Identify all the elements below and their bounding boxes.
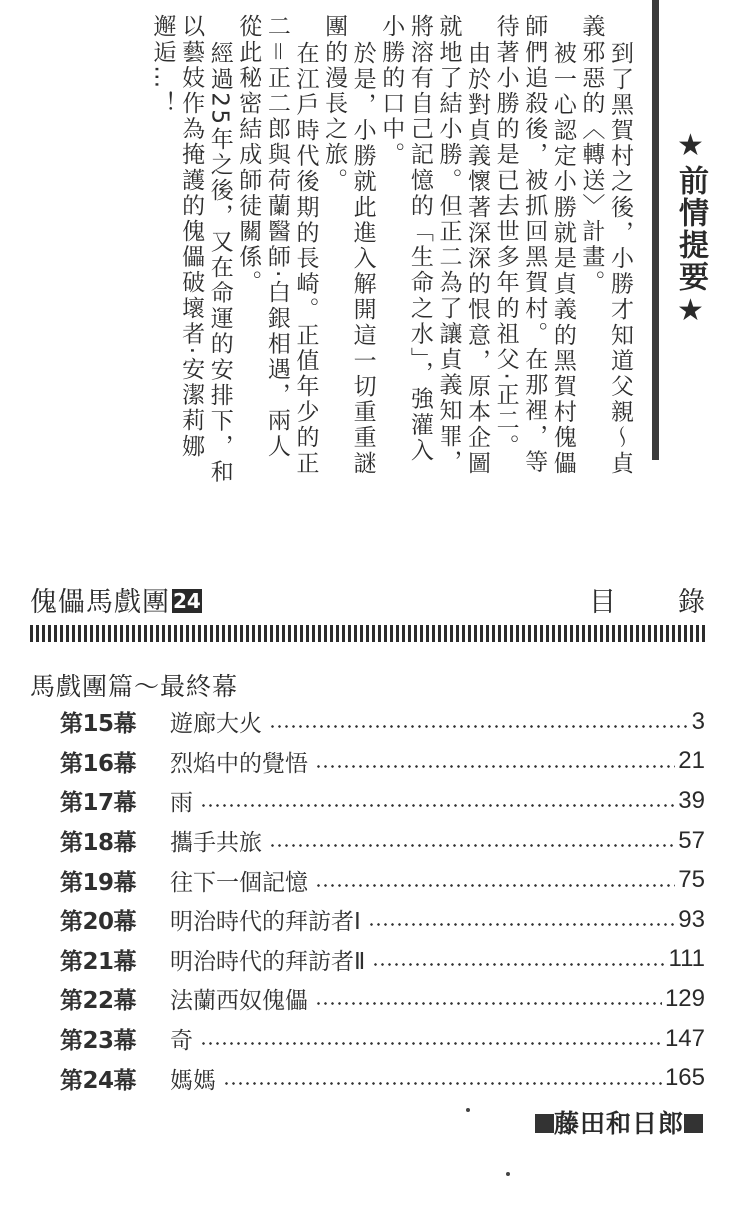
synopsis-line: 邂逅…！ [149,14,176,117]
page-number: 39 [678,786,705,814]
series-title [30,580,202,619]
toc-entry[interactable] [60,940,705,980]
synopsis-section [0,0,731,486]
series-name: 傀儡馬戲團 [30,587,170,618]
act-number: 第22幕 [60,988,137,1015]
synopsis-line: 就地了結小勝。但正二為了讓貞義知罪， [435,14,462,475]
chapter-title: 媽媽 [170,1067,216,1094]
contents-label-char: 錄 [678,587,705,618]
synopsis-line: 義邪惡的〈轉送〉計畫。 [578,14,605,296]
chapter-title: 明治時代的拜訪者Ⅰ [170,909,361,936]
toc-list [60,702,705,1098]
synopsis-line: 由於對貞義懷著深深的恨意，原本企圖 [464,41,491,477]
page-number: 3 [691,707,705,735]
page-number: 165 [664,1064,705,1092]
act-number: 第16幕 [60,750,137,777]
dot-leader [200,1042,662,1045]
chapter-title: 奇 [170,1028,193,1055]
dot-leader [315,884,675,887]
synopsis-line: 團的漫長之旅。 [321,14,348,194]
act-number: 第15幕 [60,711,137,738]
dot-leader [372,963,665,966]
author-name: 藤田和日郎 [553,1109,684,1138]
synopsis-line: 以藝妓作為掩護的傀儡破壞者‧安潔莉娜 [178,14,205,460]
toc-entry[interactable] [60,702,705,742]
toc-entry[interactable] [60,900,705,940]
volume-badge: 24 [173,589,201,613]
act-number: 第17幕 [60,790,137,817]
synopsis-line: 將溶有自己記憶的「生命之水」，強灌入 [406,14,433,464]
toc-entry[interactable] [60,979,705,1019]
page-number: 111 [668,945,705,973]
page-number: 93 [678,905,705,933]
dot-leader [200,804,675,807]
square-bullet-icon [535,1114,554,1133]
chapter-title: 遊廊大火 [170,711,262,738]
contents-label-char: 目 [589,587,616,618]
page-number: 21 [678,747,705,775]
dot-leader [315,1002,662,1005]
chapter-title: 攜手共旅 [170,830,262,857]
synopsis-line: 於是，小勝就此進入解開這一切重重謎 [349,41,376,477]
synopsis-line: 在江戶時代後期的長崎。正值年少的正 [292,41,319,477]
hatched-rule [30,625,705,642]
synopsis-title: ★前情提要★ [673,128,708,330]
act-number: 第18幕 [60,830,137,857]
act-number: 第24幕 [60,1067,137,1094]
toc-entry[interactable] [60,781,705,821]
chapter-title: 烈焰中的覺悟 [170,750,308,777]
toc-entry[interactable] [60,1019,705,1059]
chapter-title: 往下一個記憶 [170,869,308,896]
act-number: 第19幕 [60,869,137,896]
page-number: 129 [664,984,705,1012]
toc-entry[interactable] [60,742,705,782]
synopsis-line: 小勝的口中。 [378,14,405,168]
author-credit [535,1104,703,1140]
section-heading: 馬戲團篇～最終幕 [30,672,239,701]
square-bullet-icon [684,1114,703,1133]
dot-leader [315,765,675,768]
synopsis-line: 待著小勝的是已去世多年的祖父‧正二。 [492,14,519,460]
toc-entry[interactable] [60,860,705,900]
synopsis-line: 師們追殺後，被抓回黑賀村。在那裡，等 [521,14,548,475]
act-number: 第21幕 [60,948,137,975]
synopsis-line: 從此秘密結成師徒關係。 [235,14,262,296]
page-number: 75 [678,866,705,894]
synopsis-line: 經過25年之後，又在命運的安排下，和 [206,41,233,486]
toc-header [30,580,705,616]
toc-entry[interactable] [60,1058,705,1098]
dot-leader [269,725,689,728]
vertical-divider [652,0,659,460]
dot-leader [223,1082,662,1085]
act-number: 第20幕 [60,909,137,936]
contents-label [589,580,705,619]
page-number: 57 [678,826,705,854]
act-number: 第23幕 [60,1028,137,1055]
chapter-title: 法蘭西奴傀儡 [170,988,308,1015]
page-number: 147 [664,1024,705,1052]
synopsis-line: 到了黑賀村之後，小勝才知道父親～貞 [607,41,633,477]
synopsis-line: 二＝正二郎與荷蘭醫師‧白銀相遇，兩人 [263,14,290,460]
dot-leader [368,923,676,926]
scan-speck [506,1172,510,1176]
scan-speck [466,1108,470,1112]
synopsis-line: 被一心認定小勝就是貞義的黑賀村傀儡 [549,41,576,477]
dot-leader [269,844,675,847]
synopsis-body [148,14,634,486]
toc-entry[interactable] [60,821,705,861]
chapter-title: 明治時代的拜訪者Ⅱ [170,948,366,975]
chapter-title: 雨 [170,790,193,817]
